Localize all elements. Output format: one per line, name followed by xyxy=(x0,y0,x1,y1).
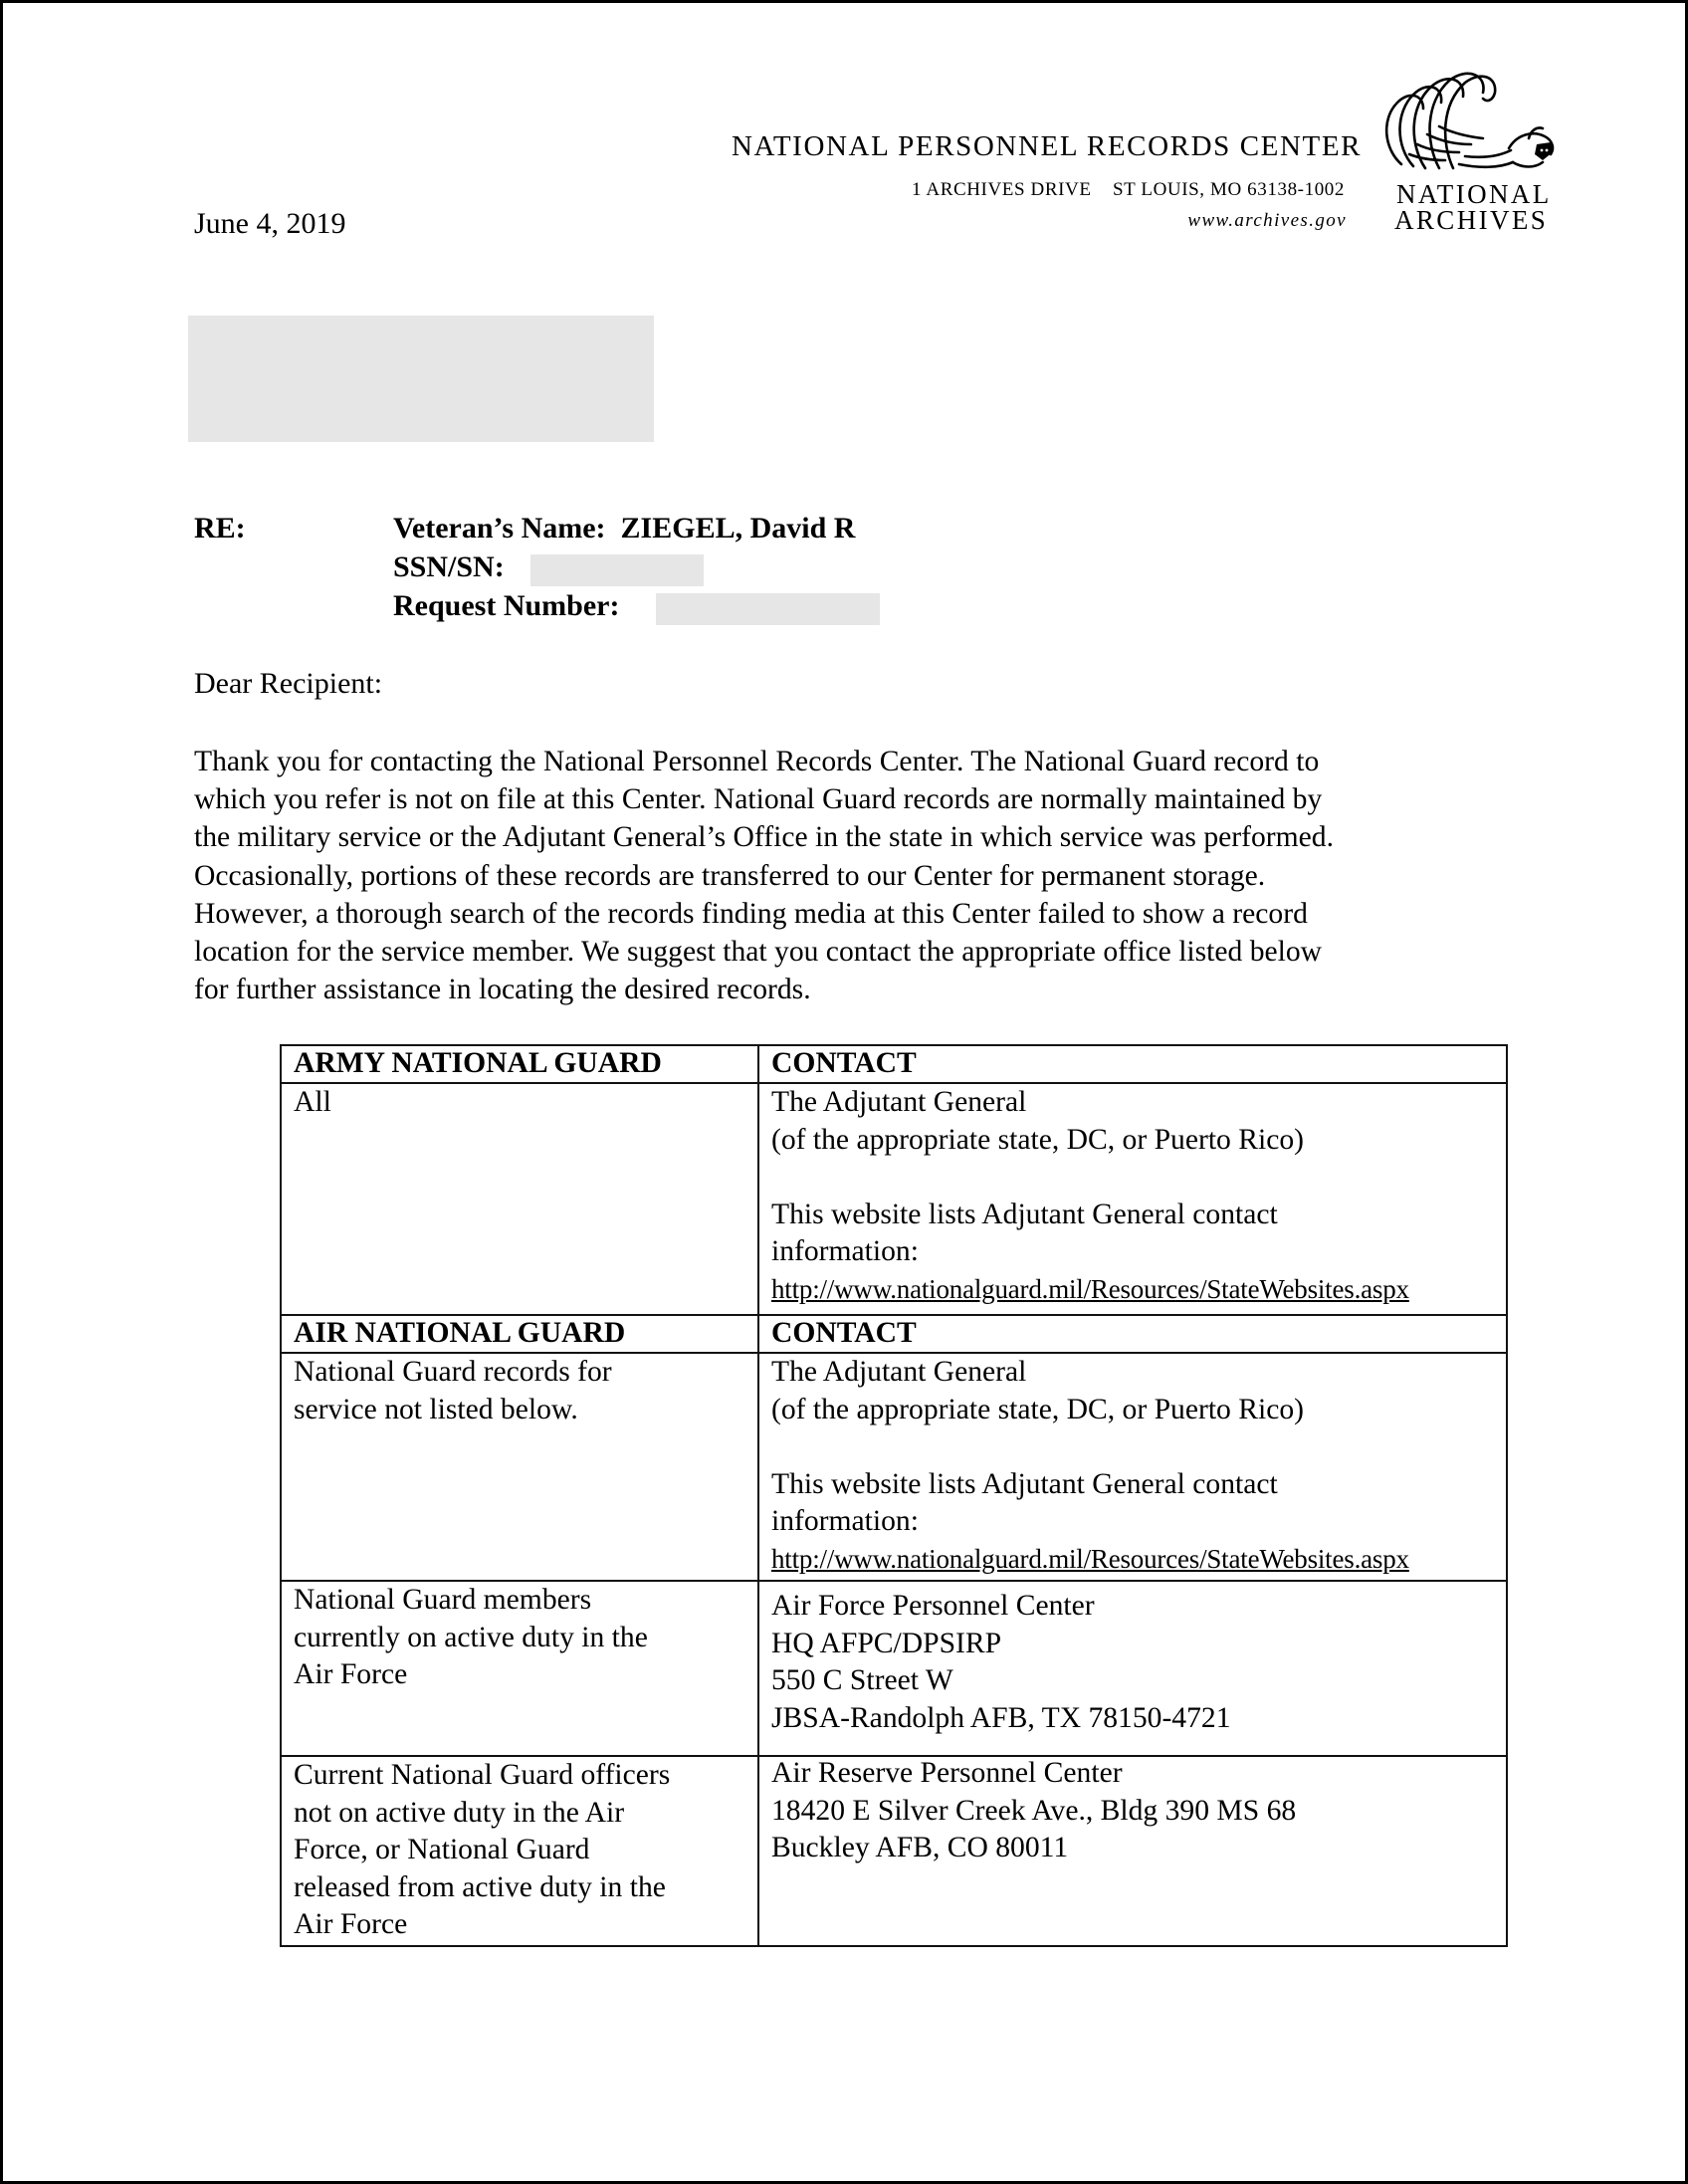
cell-line: Air Force xyxy=(294,1658,408,1690)
table-row xyxy=(281,1083,1507,1315)
air-row-scope xyxy=(281,1756,758,1946)
cell-line: HQ AFPC/DPSIRP xyxy=(771,1627,1002,1659)
ssn-line xyxy=(393,550,505,584)
air-header-right: CONTACT xyxy=(758,1315,1507,1353)
request-number-label: Request Number: xyxy=(393,589,620,622)
cell-line: 550 C Street W xyxy=(771,1664,953,1696)
cell-line: The Adjutant General xyxy=(771,1356,1027,1388)
table-row xyxy=(281,1581,1507,1756)
cell-blank-line xyxy=(771,1159,1506,1197)
army-row-scope xyxy=(281,1083,758,1315)
air-row-scope xyxy=(281,1581,758,1756)
cell-line: service not listed below. xyxy=(294,1393,578,1425)
state-websites-link[interactable]: http://www.nationalguard.mil/Resources/StateWebsites.aspx xyxy=(771,1543,1409,1574)
cell-line: Buckley AFB, CO 80011 xyxy=(771,1832,1069,1863)
body-line: Occasionally, portions of these records are transferred to our Center for permanent storage. xyxy=(194,859,1266,892)
air-row-contact xyxy=(758,1756,1507,1946)
ssn-label: SSN/SN: xyxy=(393,550,505,583)
air-header-row xyxy=(281,1315,1507,1353)
cell-line: currently on active duty in the xyxy=(294,1621,648,1653)
cell-line: JBSA-Randolph AFB, TX 78150-4721 xyxy=(771,1701,1231,1734)
cell-line: (of the appropriate state, DC, or Puerto Rico) xyxy=(771,1123,1304,1156)
cell-line: National Guard records for xyxy=(294,1356,612,1388)
logo-text-national: NATIONAL xyxy=(1396,179,1552,209)
letterhead-address: 1 ARCHIVES DRIVE ST LOUIS, MO 63138-1002 xyxy=(911,179,1345,200)
cell-line: Air Force Personnel Center xyxy=(771,1590,1095,1622)
logo-text-archives: ARCHIVES xyxy=(1394,205,1549,235)
cell-line: All xyxy=(294,1086,331,1118)
cell-line: The Adjutant General xyxy=(771,1086,1027,1118)
army-header-row xyxy=(281,1045,1507,1083)
request-number-line xyxy=(393,589,619,623)
air-row-contact xyxy=(758,1353,1507,1581)
eagle-logo-icon xyxy=(1379,69,1561,176)
veteran-name-line xyxy=(393,512,855,546)
cell-line: Air Reserve Personnel Center xyxy=(771,1757,1123,1789)
cell-line: information: xyxy=(771,1235,919,1267)
air-row-scope xyxy=(281,1353,758,1581)
cell-line: Force, or National Guard xyxy=(294,1834,590,1865)
cell-line: information: xyxy=(771,1505,919,1537)
body-line: location for the service member. We suggest that you contact the appropriate office listed below xyxy=(194,936,1323,969)
redacted-request-number xyxy=(656,593,880,625)
veteran-name-label: Veteran’s Name: xyxy=(393,512,606,545)
cell-line: (of the appropriate state, DC, or Puerto Rico) xyxy=(771,1393,1304,1425)
army-row-contact xyxy=(758,1083,1507,1315)
body-paragraph xyxy=(194,743,1528,1008)
re-label: RE: xyxy=(194,512,246,545)
cell-blank-line xyxy=(771,1428,1506,1466)
cell-line: This website lists Adjutant General contact xyxy=(771,1198,1278,1230)
cell-line: National Guard members xyxy=(294,1584,592,1616)
army-header-right: CONTACT xyxy=(758,1045,1507,1083)
cell-line: Current National Guard officers xyxy=(294,1759,671,1791)
letterhead-website: www.archives.gov xyxy=(1187,210,1347,231)
table-row xyxy=(281,1353,1507,1581)
body-line: However, a thorough search of the records finding media at this Center failed to show a record xyxy=(194,897,1308,930)
air-header-left: AIR NATIONAL GUARD xyxy=(281,1315,758,1353)
cell-line: 18420 E Silver Creek Ave., Bldg 390 MS 68 xyxy=(771,1794,1297,1827)
letter-date: June 4, 2019 xyxy=(194,207,346,240)
body-line: which you refer is not on file at this Center. National Guard records are normally maintained by xyxy=(194,783,1323,816)
veteran-name-value: ZIEGEL, David R xyxy=(620,512,856,545)
cell-line: Air Force xyxy=(294,1908,408,1940)
cell-line: not on active duty in the Air xyxy=(294,1796,625,1829)
body-line: Thank you for contacting the National Personnel Records Center. The National Guard record to xyxy=(194,746,1320,777)
air-row-contact xyxy=(758,1581,1507,1756)
army-header-left: ARMY NATIONAL GUARD xyxy=(281,1045,758,1083)
body-line: for further assistance in locating the desired records. xyxy=(194,974,811,1006)
body-line: the military service or the Adjutant General’s Office in the state in which service was performed. xyxy=(194,821,1334,854)
cell-line: released from active duty in the xyxy=(294,1870,666,1903)
contact-table xyxy=(280,1044,1508,1947)
redacted-ssn xyxy=(530,554,704,586)
cell-line: This website lists Adjutant General contact xyxy=(771,1467,1278,1500)
table-row xyxy=(281,1756,1507,1946)
salutation: Dear Recipient: xyxy=(194,667,383,700)
letterhead-org-name: NATIONAL PERSONNEL RECORDS CENTER xyxy=(732,130,1363,162)
state-websites-link[interactable]: http://www.nationalguard.mil/Resources/StateWebsites.aspx xyxy=(771,1273,1409,1304)
redacted-recipient-address xyxy=(188,316,654,442)
